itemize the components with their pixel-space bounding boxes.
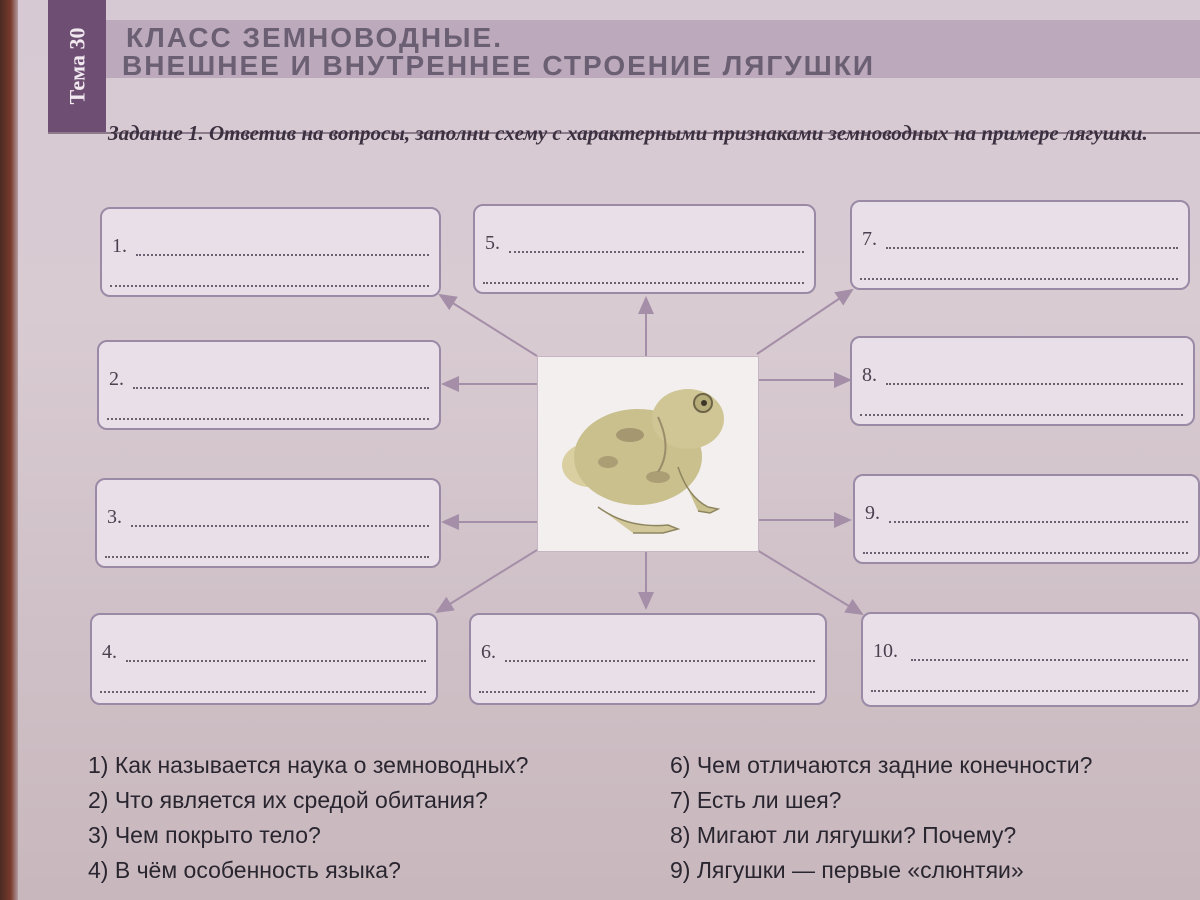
frog-illustration [538,357,758,551]
answer-box-number: 4. [102,641,117,663]
task-instruction: Задание 1. Ответив на вопросы, заполни схему с характерными признаками земноводных на примере лягушки. [108,121,1148,145]
answer-box-5[interactable] [473,204,816,294]
answer-line[interactable] [505,660,815,662]
arrow-to-1 [440,295,537,356]
questions-right-column [670,748,1092,888]
answer-box-number: 8. [862,364,877,386]
answer-box-number: 1. [112,235,127,257]
page-title-line-2: ВНЕШНЕЕ И ВНУТРЕННЕЕ СТРОЕНИЕ ЛЯГУШКИ [122,50,875,81]
topic-tab-label: Тема 30 [64,27,89,105]
answer-line[interactable] [105,556,429,558]
answer-box-6[interactable] [469,613,827,705]
answer-box-10[interactable] [861,612,1200,707]
answer-line[interactable] [100,691,426,693]
answer-line[interactable] [886,247,1178,249]
answer-box-number: 10. [873,640,898,662]
answer-box-1[interactable] [100,207,441,297]
answer-box-number: 5. [485,232,500,254]
answer-box-3[interactable] [95,478,441,568]
answer-line[interactable] [889,521,1188,523]
answer-line[interactable] [871,690,1188,692]
answer-box-7[interactable] [850,200,1190,290]
arrow-to-4 [437,550,537,612]
answer-box-number: 9. [865,502,880,524]
answer-line[interactable] [126,660,426,662]
answer-line[interactable] [860,278,1178,280]
question-4: 4) В чём особенность языка? [88,857,401,883]
answer-box-2[interactable] [97,340,441,430]
arrow-to-7 [757,290,852,354]
question-3: 3) Чем покрыто тело? [88,822,321,848]
center-image-frame [537,356,759,552]
question-1: 1) Как называется наука о земноводных? [88,752,529,778]
frog-hind-foot [598,507,678,533]
answer-line[interactable] [911,659,1188,661]
frog-spot [616,428,644,442]
answer-box-number: 6. [481,641,496,663]
answer-line[interactable] [479,691,815,693]
question-2: 2) Что является их средой обитания? [88,787,488,813]
answer-line[interactable] [107,418,429,420]
page-title-line-1: КЛАСС ЗЕМНОВОДНЫЕ. [126,22,503,53]
question-6: 6) Чем отличаются задние конечности? [670,752,1093,778]
answer-box-number: 3. [107,506,122,528]
question-8: 8) Мигают ли лягушки? Почему? [670,822,1017,848]
answer-line[interactable] [483,282,804,284]
answer-box-9[interactable] [853,474,1200,564]
answer-line[interactable] [860,414,1183,416]
arrow-to-10 [757,550,862,614]
answer-line[interactable] [886,383,1183,385]
answer-box-number: 2. [109,368,124,390]
question-9: 9) Лягушки — первые «слюнтяи» [670,857,1024,883]
frog-head [652,389,724,449]
answer-line[interactable] [133,387,429,389]
answer-box-4[interactable] [90,613,438,705]
answer-line[interactable] [131,525,429,527]
answer-line[interactable] [509,251,804,253]
answer-line[interactable] [110,285,429,287]
questions-left-column [88,748,528,888]
answer-box-8[interactable] [850,336,1195,426]
question-7: 7) Есть ли шея? [670,787,842,813]
answer-line[interactable] [136,254,429,256]
answer-box-number: 7. [862,228,877,250]
answer-line[interactable] [863,552,1188,554]
